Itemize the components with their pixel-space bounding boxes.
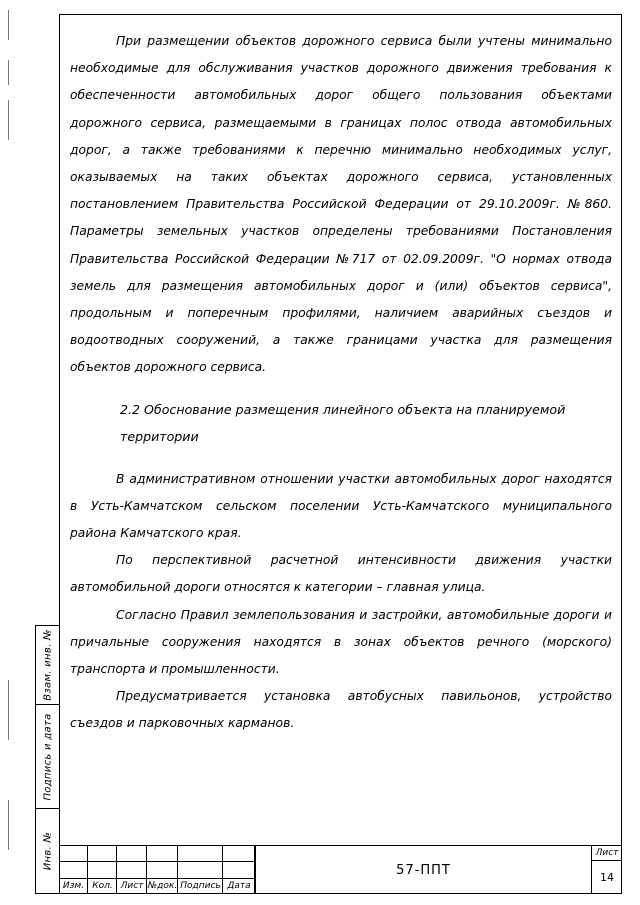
document-body	[70, 28, 612, 738]
stamp-vzam-label: Взам. инв. №	[42, 629, 53, 701]
stamp-inv	[36, 809, 59, 893]
paragraph-2: В административном отношении участки автомобильных дорог находятся в Усть-Камчатском сельском поселении Усть-Камчатского муниципального района Камчатского края.	[70, 471, 612, 541]
side-stamp-strip	[35, 625, 59, 894]
stamp-podpis-label: Подпись и дата	[42, 712, 53, 801]
stamp-inv-label: Инв. №	[42, 831, 53, 871]
paragraph-5: Предусматривается установка автобусных павильонов, устройство съездов и парковочных карманов.	[70, 689, 612, 731]
scan-edge-mark	[8, 60, 9, 85]
stamp-vzam-inv	[36, 626, 59, 705]
scan-edge-mark	[8, 680, 9, 740]
paragraph-3: По перспективной расчетной интенсивности движения участки автомобильной дороги относятся к категории – главная улица.	[70, 553, 612, 595]
paragraph-4: Согласно Правил землепользования и застройки, автомобильные дороги и причальные сооружения находятся в зонах объектов речного (морского) транспорта и промышленности.	[70, 607, 612, 677]
paragraph-1: При размещении объектов дорожного сервиса были учтены минимально необходимые для обслуживания участков дорожного движения требования к обеспеченности автомобильных дорог общего пользования объектами дорожного сервиса, размещаемыми в границах полос отвода автомобильных дорог, а также требованиями к перечню минимально необходимых услуг, оказываемых на таких объектах дорожного сервиса, установленных постановлением Правительства Российской Федерации от 29.10.2009г. №860. Параметры земельных участков определены требованиями Постановления Правительства Российской Федерации №717 от 02.09.2009г. "О нормах отвода земель для размещения автомобильных дорог и (или) объектов сервиса", продольным и поперечным профилями, наличием аварийных съездов и водоотводных сооружений, а также границами участка для размещения объектов дорожного сервиса.	[70, 34, 612, 375]
header-podpis: Подпись	[180, 881, 221, 891]
header-izm: Изм.	[62, 881, 85, 891]
header-list: Лист	[120, 881, 144, 891]
header-ndok: №док.	[147, 881, 178, 891]
scan-edge-mark	[8, 10, 9, 40]
section-heading: 2.2 Обоснование размещения линейного объекта на планируемой территории	[120, 401, 566, 444]
stamp-podpis-data	[36, 705, 59, 809]
title-block	[59, 845, 622, 894]
sheet-label: Лист	[592, 846, 622, 861]
header-kol: Кол.	[92, 881, 113, 891]
document-code: 57-ППТ	[255, 846, 592, 894]
revision-grid	[59, 846, 255, 894]
sheet-number: 14	[600, 871, 614, 884]
header-data: Дата	[227, 881, 251, 891]
scan-edge-mark	[8, 100, 9, 140]
scan-edge-mark	[8, 800, 9, 850]
